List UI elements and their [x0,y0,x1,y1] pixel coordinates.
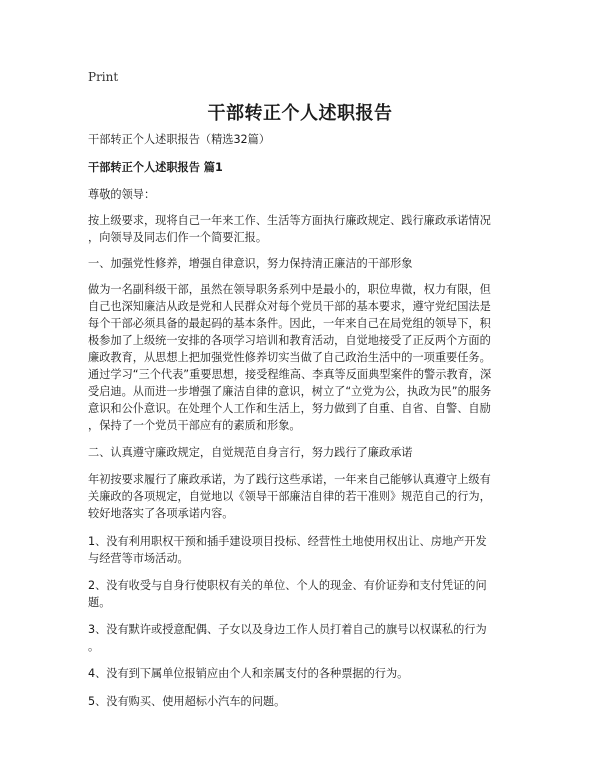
heading-2: 二、认真遵守廉政规定，自觉规范自身言行，努力践行了廉政承诺 [88,446,413,459]
list-item-2: 2、没有收受与自身行使职权有关的单位、个人的现金、有价证券和支付凭证的问 [88,579,487,592]
para2-line: 年初按要求履行了廉政承诺，为了践行这些承诺，一年来自己能够认真遵守上级有 [88,473,491,486]
list-item-5: 5、没有购买、使用超标小汽车的问题。 [88,695,286,708]
intro-line-2: ，向领导及同志们作一个简要汇报。 [88,231,268,244]
para2-line: 较好地落实了各项承诺内容。 [88,507,234,520]
list-item-3-cont: 。 [88,640,100,653]
greeting: 尊敬的领导： [88,188,156,201]
para1-line: ，保持了一个党员干部应有的素质和形象。 [88,419,301,432]
list-item-2-cont: 题。 [88,596,111,609]
print-link[interactable]: Print [88,70,119,84]
para1-line: 廉政教育，从思想上把加强党性修养切实当做了自己政治生活中的一项重要任务。 [88,351,491,364]
para1-line: 极参加了上级统一安排的各项学习培训和教育活动，自觉地接受了正反两个方面的 [88,334,491,347]
document-subtitle: 干部转正个人述职报告（精选32篇） [88,133,271,146]
list-item-1-cont: 与经营等市场活动。 [88,552,189,565]
para2-line: 关廉政的各项规定，自觉地以《领导干部廉洁自律的若干准则》规范自己的行为， [88,490,491,503]
document-title: 干部转正个人述职报告 [207,103,393,124]
section-title: 干部转正个人述职报告 篇1 [88,161,223,174]
para1-line: 意识和公仆意识。在处理个人工作和生活上，努力做到了自重、自省、自警、自励 [88,402,491,415]
list-item-4: 4、没有到下属单位报销应由个人和亲属支付的各种票据的行为。 [88,667,409,680]
para1-line: 受启迪。从而进一步增强了廉洁自律的意识，树立了“立党为公，执政为民”的服务 [88,385,492,398]
list-item-1: 1、没有利用职权干预和插手建设项目投标、经营性土地使用权出让、房地产开发 [88,535,487,548]
para1-line: 做为一名副科级干部，虽然在领导职务系列中是最小的，职位卑微，权力有限，但 [88,283,491,296]
para1-line: 通过学习“三个代表”重要思想，接受程维高、李真等反面典型案件的警示教育，深 [88,368,492,381]
heading-1: 一、加强党性修养，增强自律意识，努力保持清正廉洁的干部形象 [88,257,413,270]
list-item-3: 3、没有默许或授意配偶、子女以及身边工作人员打着自己的旗号以权谋私的行为 [88,623,487,636]
para1-line: 自己也深知廉洁从政是党和人民群众对每个党员干部的基本要求，遵守党纪国法是 [88,300,491,313]
intro-line-1: 按上级要求，现将自己一年来工作、生活等方面执行廉政规定、践行廉政承诺情况 [88,214,491,227]
para1-line: 每个干部必须具备的最起码的基本条件。因此，一年来自己在局党组的领导下，积 [88,317,491,330]
